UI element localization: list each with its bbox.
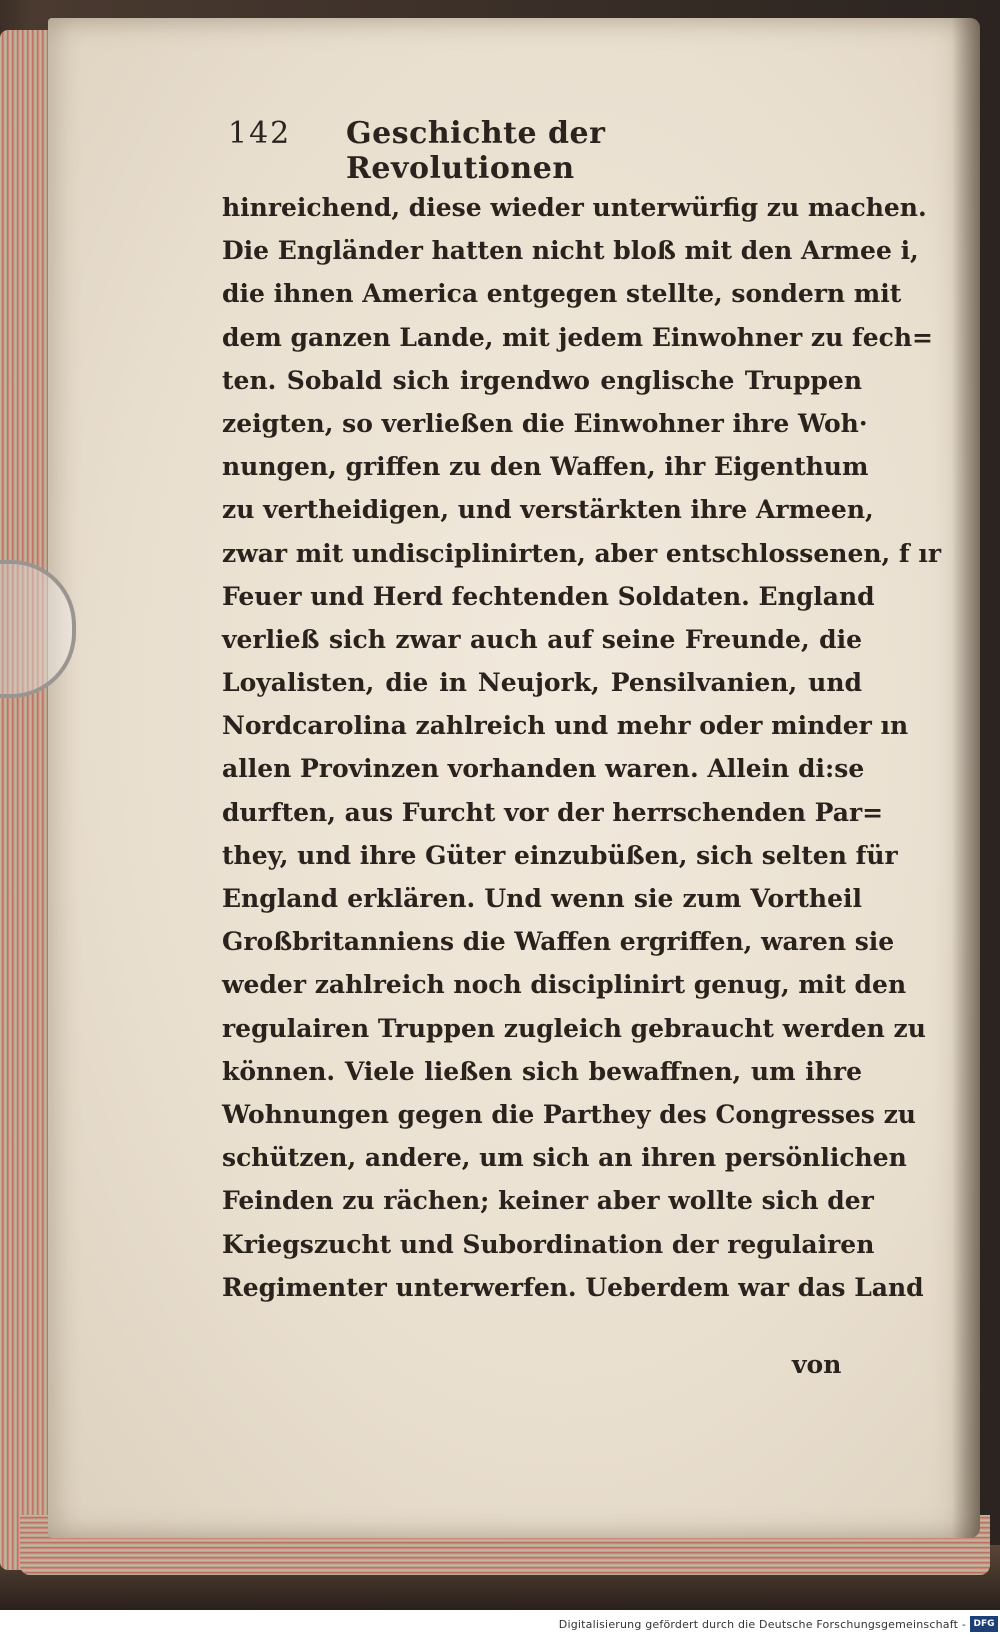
footer <box>0 1610 1000 1646</box>
text-line: Wohnungen gegen die Parthey des Congresses zu <box>222 1099 916 1129</box>
text-line: Großbritanniens die Waffen ergriffen, waren sie <box>222 927 895 957</box>
text-line: Nordcarolina zahlreich und mehr oder minder ın <box>222 711 909 741</box>
text-line: schützen, andere, um sich an ihren persönlichen <box>222 1143 907 1173</box>
body-text <box>222 186 942 1309</box>
text-line: Regimenter unterwerfen. Ueberdem war das Land <box>222 1272 924 1302</box>
text-line: verließ sich zwar auch auf seine Freunde, die <box>222 624 862 654</box>
text-line: zu vertheidigen, und verstärkten ihre Armeen, <box>222 495 874 525</box>
text-line: die ihnen America entgegen stellte, sondern mit <box>222 279 902 309</box>
dfg-logo: DFG <box>970 1616 998 1632</box>
page-number: 142 <box>228 116 292 151</box>
text-line: zwar mit undisciplinirten, aber entschlossenen, f ır <box>222 538 942 568</box>
text-line: zeigten, so verließen die Einwohner ihre Woh· <box>222 408 868 438</box>
text-line: they, und ihre Güter einzubüßen, sich selten für <box>222 840 898 870</box>
page-header <box>228 112 788 186</box>
text-line: Die Engländer hatten nicht bloß mit den Armee i, <box>222 236 919 266</box>
text-line: Kriegszucht und Subordination der regulairen <box>222 1229 875 1259</box>
spine-shadow <box>952 18 980 1538</box>
text-line: Feinden zu rächen; keiner aber wollte sich der <box>222 1186 874 1216</box>
text-line: nungen, griffen zu den Waffen, ihr Eigenthum <box>222 452 869 482</box>
text-line: durften, aus Furcht vor der herrschenden Par= <box>222 797 884 827</box>
text-line: können. Viele ließen sich bewaffnen, um ihre <box>222 1056 862 1086</box>
text-line: England erklären. Und wenn sie zum Vortheil <box>222 884 862 913</box>
text-line: dem ganzen Lande, mit jedem Einwohner zu fech= <box>222 322 933 352</box>
text-line: ten. Sobald sich irgendwo englische Truppen <box>222 365 862 395</box>
text-line: Feuer und Herd fechtenden Soldaten. England <box>222 581 875 611</box>
funding-credit: Digitalisierung gefördert durch die Deutsche Forschungsgemeinschaft - <box>558 1618 966 1631</box>
text-line: regulairen Truppen zugleich gebraucht werden zu <box>222 1013 926 1043</box>
text-line: Loyalisten, die in Neujork, Pensilvanien, und <box>222 668 862 698</box>
text-line: weder zahlreich noch disciplinirt genug, mit den <box>222 970 907 1000</box>
catchword: von <box>792 1350 842 1379</box>
running-title: Geschichte der Revolutionen <box>346 116 606 186</box>
text-line: hinreichend, diese wieder unterwürfig zu machen. <box>222 193 927 222</box>
text-line: allen Provinzen vorhanden waren. Allein di:se <box>222 754 865 784</box>
